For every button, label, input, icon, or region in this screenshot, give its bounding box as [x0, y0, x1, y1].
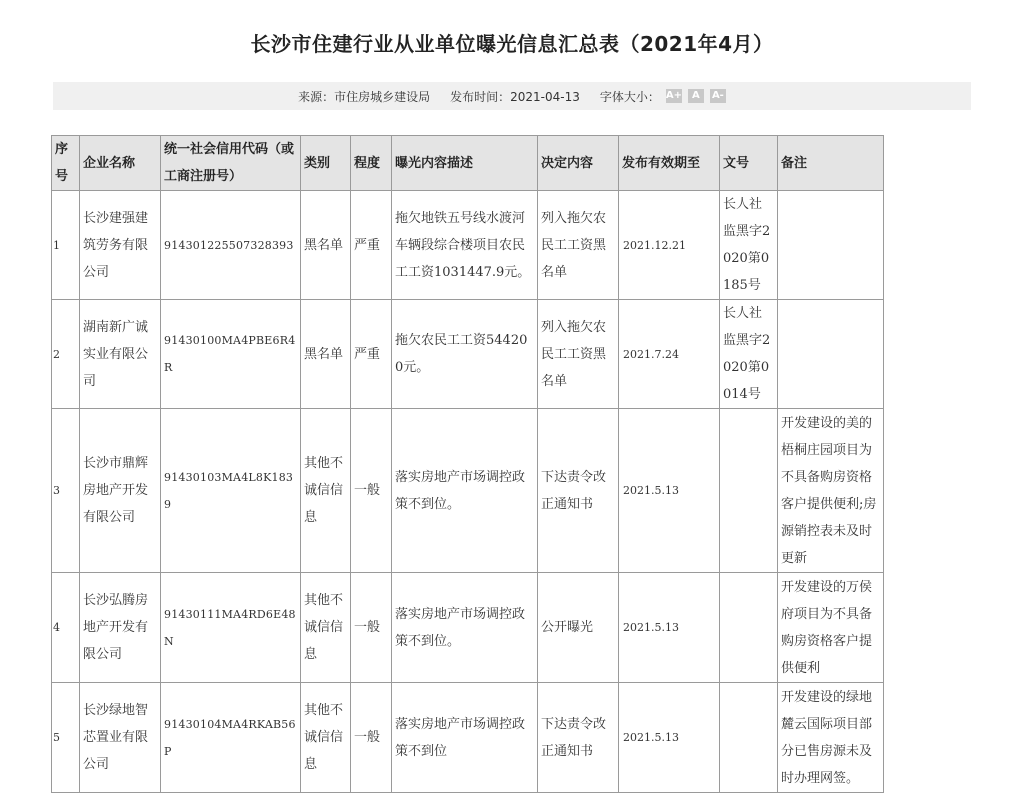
- cell-index: 2: [52, 300, 80, 409]
- cell-credit-code: 91430111MA4RD6E48N: [161, 573, 301, 683]
- cell-description: 落实房地产市场调控政策不到位。: [392, 573, 538, 683]
- table-row: [52, 409, 884, 573]
- font-size-label: 字体大小：: [599, 89, 660, 104]
- cell-valid-until: 2021.12.21: [619, 191, 720, 300]
- cell-remarks: 开发建设的万侯府项目为不具备购房资格客户提供便利: [778, 573, 884, 683]
- cell-category: 黑名单: [301, 191, 351, 300]
- cell-valid-until: 2021.5.13: [619, 683, 720, 793]
- cell-valid-until: 2021.7.24: [619, 300, 720, 409]
- cell-severity: 严重: [351, 191, 392, 300]
- cell-description: 拖欠农民工工资544200元。: [392, 300, 538, 409]
- cell-remarks: [778, 300, 884, 409]
- cell-severity: 一般: [351, 573, 392, 683]
- cell-company: 长沙弘腾房地产开发有限公司: [80, 573, 161, 683]
- cell-decision: 下达责令改正通知书: [538, 409, 619, 573]
- cell-category: 黑名单: [301, 300, 351, 409]
- cell-doc-number: 长人社监黑字2020第0014号: [720, 300, 778, 409]
- header-category: 类别: [301, 136, 351, 191]
- cell-severity: 一般: [351, 409, 392, 573]
- cell-index: 3: [52, 409, 80, 573]
- article-meta-bar: [53, 82, 971, 110]
- cell-description: 落实房地产市场调控政策不到位: [392, 683, 538, 793]
- cell-decision: 列入拖欠农民工工资黑名单: [538, 300, 619, 409]
- table-row: [52, 300, 884, 409]
- cell-index: 4: [52, 573, 80, 683]
- cell-decision: 下达责令改正通知书: [538, 683, 619, 793]
- header-doc-number: 文号: [720, 136, 778, 191]
- cell-company: 长沙建强建筑劳务有限公司: [80, 191, 161, 300]
- cell-severity: 一般: [351, 683, 392, 793]
- exposure-table: [51, 135, 884, 793]
- font-increase-button[interactable]: A+: [665, 90, 683, 101]
- cell-decision: 列入拖欠农民工工资黑名单: [538, 191, 619, 300]
- cell-doc-number: [720, 683, 778, 793]
- header-index: 序号: [52, 136, 80, 191]
- header-remarks: 备注: [778, 136, 884, 191]
- table-row: [52, 191, 884, 300]
- cell-description: 拖欠地铁五号线水渡河车辆段综合楼项目农民工工资1031447.9元。: [392, 191, 538, 300]
- cell-category: 其他不诚信信息: [301, 409, 351, 573]
- publish-time: 发布时间：2021-04-13: [450, 89, 580, 104]
- exposure-table-wrapper: [51, 135, 884, 793]
- cell-doc-number: [720, 409, 778, 573]
- header-severity: 程度: [351, 136, 392, 191]
- cell-doc-number: [720, 573, 778, 683]
- cell-category: 其他不诚信信息: [301, 683, 351, 793]
- cell-company: 长沙绿地智芯置业有限公司: [80, 683, 161, 793]
- cell-index: 1: [52, 191, 80, 300]
- cell-company: 湖南新广诚实业有限公司: [80, 300, 161, 409]
- cell-credit-code: 91430103MA4L8K1839: [161, 409, 301, 573]
- cell-credit-code: 91430100MA4PBE6R4R: [161, 300, 301, 409]
- cell-company: 长沙市鼎辉房地产开发有限公司: [80, 409, 161, 573]
- table-row: [52, 573, 884, 683]
- table-row: [52, 683, 884, 793]
- header-company: 企业名称: [80, 136, 161, 191]
- cell-category: 其他不诚信信息: [301, 573, 351, 683]
- font-default-button[interactable]: A: [688, 89, 704, 103]
- header-credit-code: 统一社会信用代码（或工商注册号）: [161, 136, 301, 191]
- cell-credit-code: 91430104MA4RKAB56P: [161, 683, 301, 793]
- cell-remarks: 开发建设的绿地麓云国际项目部分已售房源未及时办理网签。: [778, 683, 884, 793]
- cell-description: 落实房地产市场调控政策不到位。: [392, 409, 538, 573]
- source-label: 来源：市住房城乡建设局: [298, 89, 431, 104]
- cell-index: 5: [52, 683, 80, 793]
- cell-valid-until: 2021.5.13: [619, 573, 720, 683]
- cell-credit-code: 914301225507328393: [161, 191, 301, 300]
- cell-valid-until: 2021.5.13: [619, 409, 720, 573]
- page-title: 长沙市住建行业从业单位曝光信息汇总表（2021年4月）: [250, 32, 774, 56]
- cell-severity: 严重: [351, 300, 392, 409]
- font-decrease-button[interactable]: A-: [710, 89, 726, 103]
- header-valid-until: 发布有效期至: [619, 136, 720, 191]
- header-description: 曝光内容描述: [392, 136, 538, 191]
- cell-remarks: 开发建设的美的梧桐庄园项目为不具备购房资格客户提供便利;房源销控表未及时更新: [778, 409, 884, 573]
- cell-doc-number: 长人社监黑字2020第0185号: [720, 191, 778, 300]
- table-header-row: [52, 136, 884, 191]
- cell-decision: 公开曝光: [538, 573, 619, 683]
- cell-remarks: [778, 191, 884, 300]
- header-decision: 决定内容: [538, 136, 619, 191]
